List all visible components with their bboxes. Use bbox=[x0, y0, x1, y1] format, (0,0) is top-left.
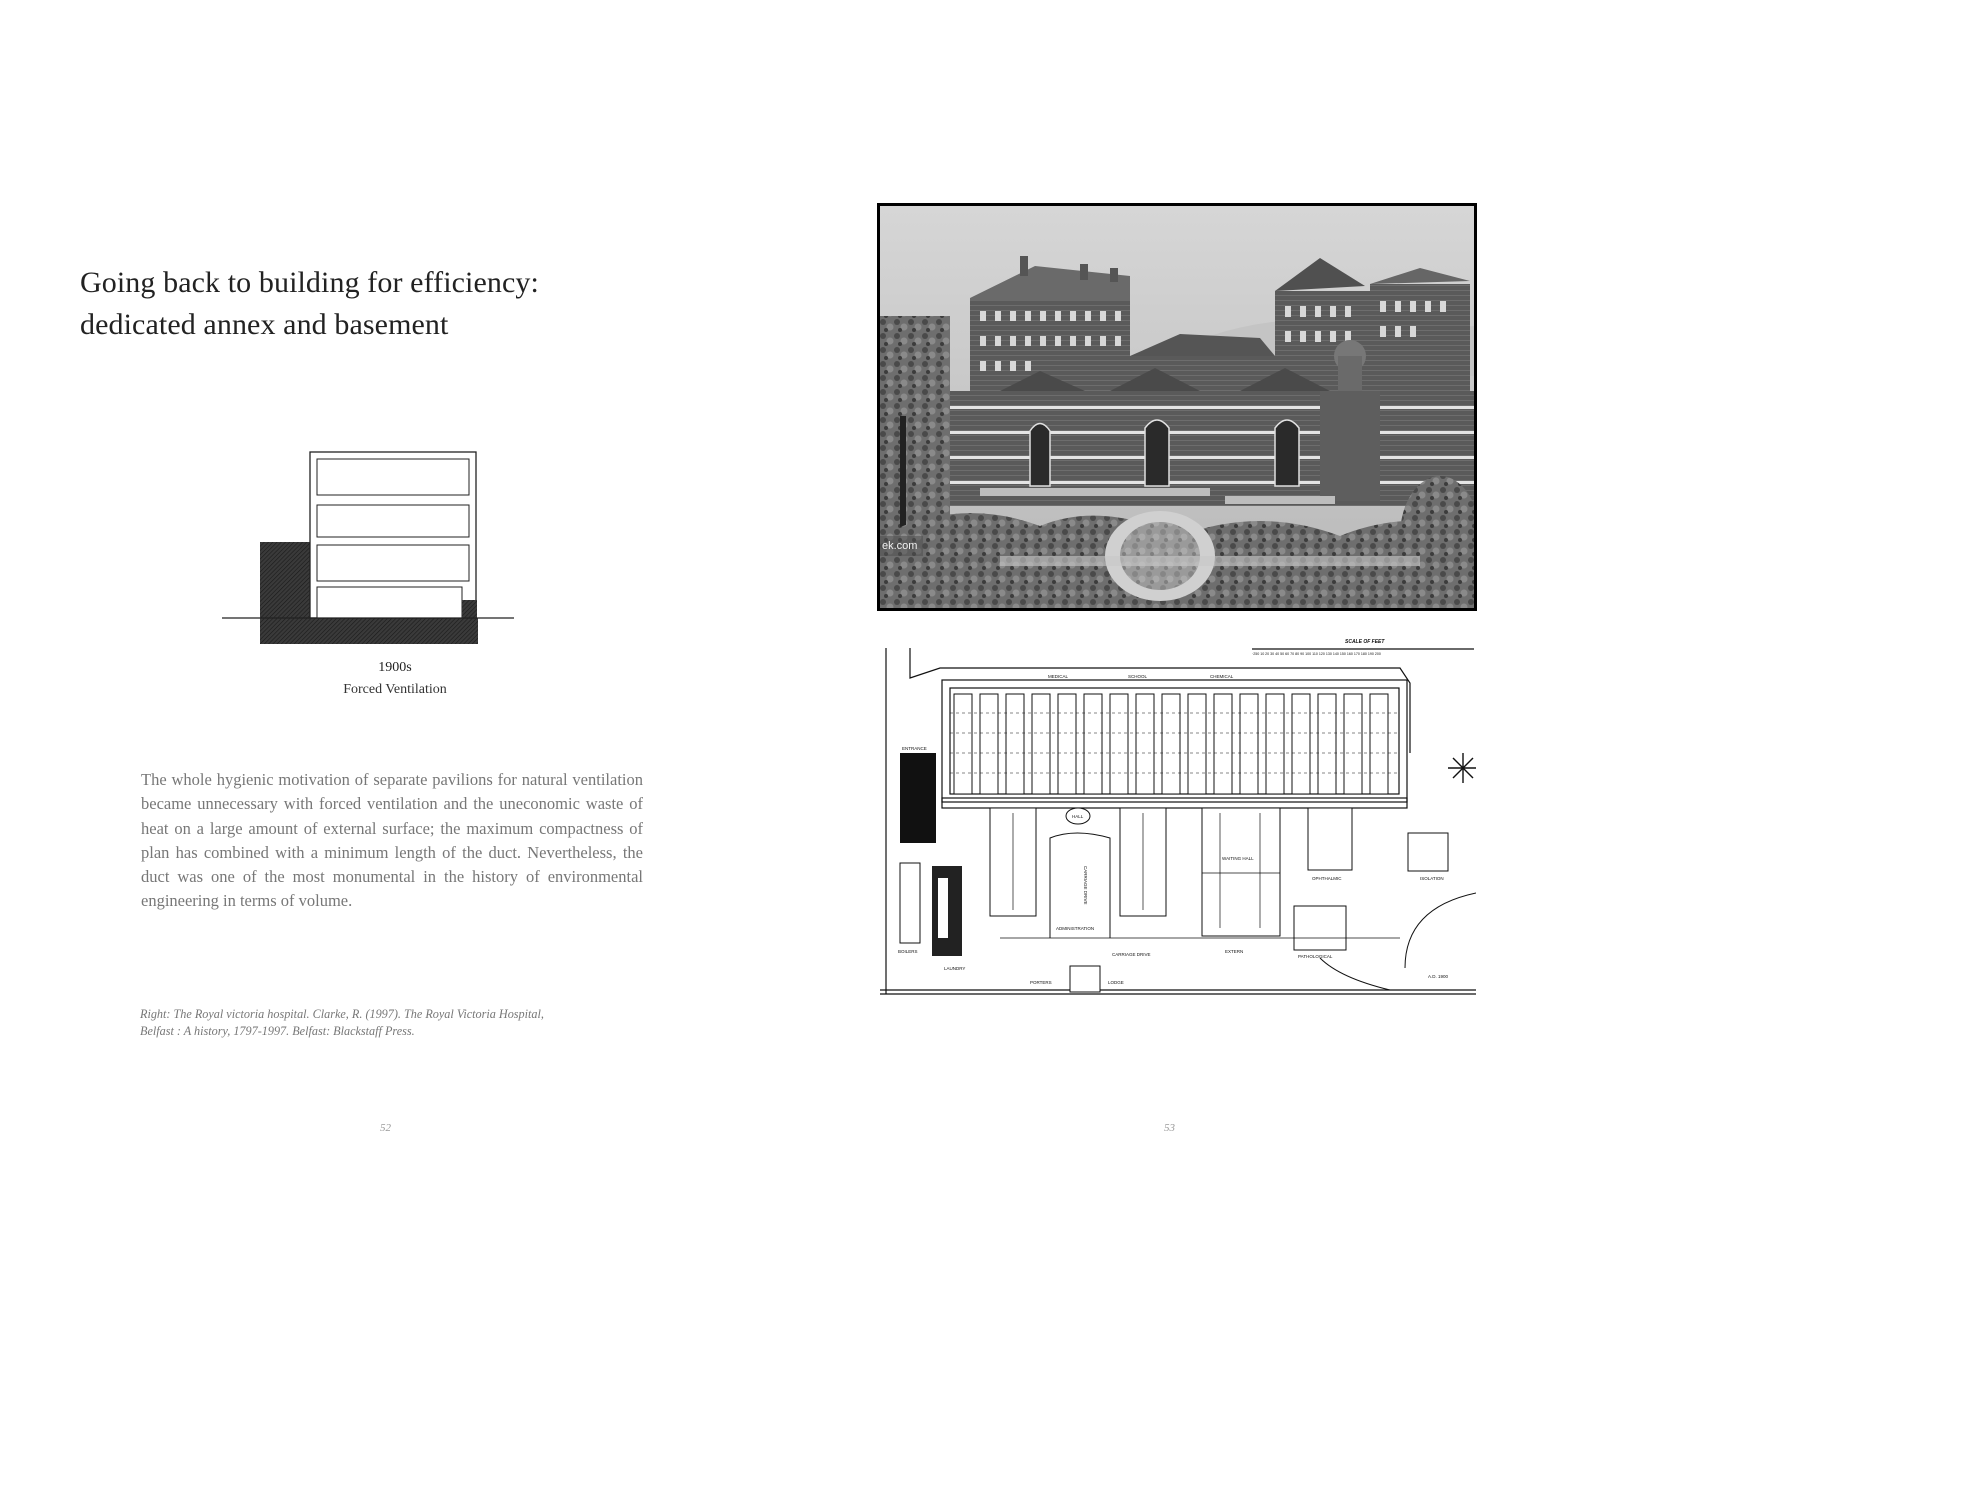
label-carriage-drive: CARRIAGE DRIVE bbox=[1112, 952, 1151, 957]
boilers-block bbox=[900, 863, 920, 943]
label-waiting-hall: WAITING HALL bbox=[1222, 856, 1254, 861]
label-hall: HALL bbox=[1072, 814, 1084, 819]
carriage-drive bbox=[1050, 833, 1110, 938]
hospital-floor-plan bbox=[880, 638, 1476, 1002]
label-isolation: ISOLATION bbox=[1420, 876, 1444, 881]
basement-block bbox=[260, 618, 478, 644]
floor-2 bbox=[317, 545, 469, 581]
label-medical: MEDICAL bbox=[1048, 674, 1069, 679]
label-lodge: LODGE bbox=[1108, 980, 1124, 985]
building-section-diagram bbox=[218, 448, 518, 650]
page-heading bbox=[80, 262, 539, 346]
diagram-year: 1900s bbox=[378, 660, 412, 675]
label-laundry: LAUNDRY bbox=[944, 966, 966, 971]
floor-4 bbox=[317, 459, 469, 495]
label-school: SCHOOL bbox=[1128, 674, 1148, 679]
label-porters: PORTERS bbox=[1030, 980, 1052, 985]
label-chemical: CHEMICAL bbox=[1210, 674, 1234, 679]
heading-line-1: Going back to building for efficiency: bbox=[80, 266, 539, 299]
page-number-left: 52 bbox=[380, 1122, 391, 1134]
label-boilers: BOILERS bbox=[898, 949, 918, 954]
credit-line-2: Belfast : A history, 1797-1997. Belfast: Blackstaff Press. bbox=[140, 1024, 415, 1038]
credit-line-1: Right: The Royal victoria hospital. Clarke, R. (1997). The Royal Victoria Hospital, bbox=[140, 1007, 544, 1021]
annex-block bbox=[260, 542, 310, 624]
label-administration: ADMINISTRATION bbox=[1056, 926, 1095, 931]
label-pathological: PATHOLOGICAL bbox=[1298, 954, 1333, 959]
duct-block-upper bbox=[462, 600, 477, 618]
north-arrow-icon bbox=[1448, 753, 1476, 783]
scale-title: SCALE OF FEET bbox=[1345, 639, 1385, 645]
label-date: A.D. 1900 bbox=[1428, 974, 1449, 979]
label-ophthalmic: OPHTHALMIC bbox=[1312, 876, 1342, 881]
image-credit bbox=[140, 1006, 640, 1040]
scale-ticks: ·250 10 20 30 40 50 60 70 80 90 100 110 120 130 140 150 160 170 180 190 200 bbox=[1252, 652, 1381, 656]
label-carriage-drive-v: CARRIAGE DRIVE bbox=[1083, 866, 1088, 905]
ward-pavilions bbox=[954, 694, 1388, 794]
heading-line-2: dedicated annex and basement bbox=[80, 308, 449, 341]
label-extern: EXTERN bbox=[1225, 949, 1244, 954]
floor-3 bbox=[317, 505, 469, 537]
label-entrance: ENTRANCE bbox=[902, 746, 927, 751]
hospital-photo bbox=[877, 203, 1477, 611]
hospital-photo-illustration bbox=[880, 206, 1474, 608]
body-paragraph: The whole hygienic motivation of separate pavilions for natural ventilation became unnecessary with forced ventilation and the uneconomic waste of heat on a large amount of external surface; the maximum compactness of plan has combined with a minimum length of the duct. Nevertheless, the duct was one of the most monumental in the history of environmental engineering in terms of volume. bbox=[141, 770, 643, 911]
entrance-block bbox=[900, 753, 936, 843]
floor-1 bbox=[317, 587, 462, 618]
photo-watermark: ek.com bbox=[880, 536, 923, 556]
diagram-label: Forced Ventilation bbox=[343, 682, 447, 697]
page-number-right: 53 bbox=[1164, 1122, 1175, 1134]
